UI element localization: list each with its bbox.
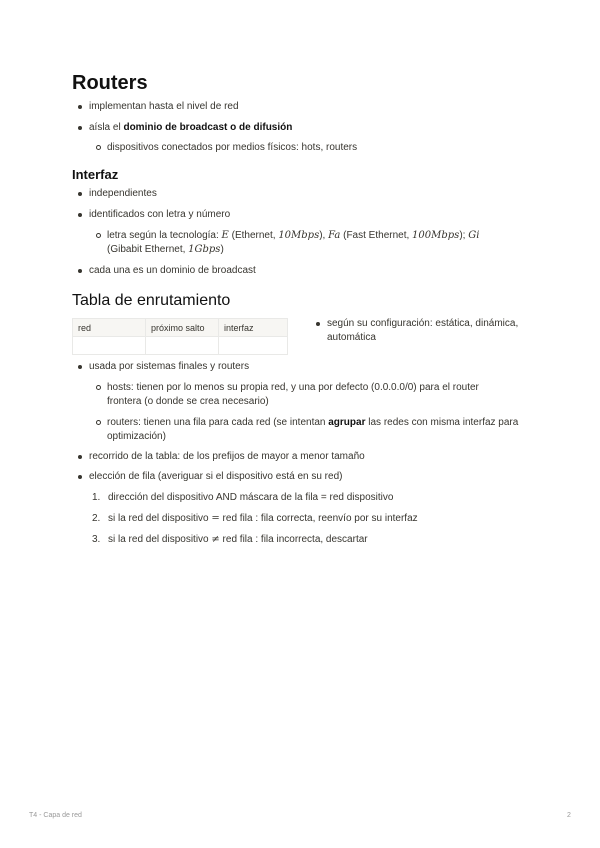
- footer-title: T4 - Capa de red: [29, 812, 82, 819]
- list-item: [89, 208, 230, 222]
- list-item-text: aísla el: [89, 122, 124, 133]
- text: si la red del dispositivo: [108, 534, 212, 545]
- item-number: 2.: [92, 513, 101, 524]
- list-item: [89, 450, 365, 464]
- text: (Gibabit Ethernet,: [107, 244, 189, 255]
- text: );: [459, 230, 469, 241]
- list-item-text: según su configuración: estática, dinámica, automática: [327, 318, 519, 343]
- table-cell: [219, 337, 288, 355]
- list-item: [89, 121, 292, 135]
- item-number: 1.: [92, 492, 101, 503]
- heading-routers: Routers: [72, 72, 148, 94]
- text: red fila : fila incorrecta, descartar: [219, 534, 368, 545]
- math-expression: Gi: [468, 230, 480, 241]
- list-item-text: independientes: [89, 188, 157, 199]
- list-item-text: hosts: tienen por lo menos su propia red, y una por defecto (0.0.0.0/0) para el router frontera (o donde se crea necesario): [107, 382, 479, 407]
- math-expression: E: [221, 230, 229, 241]
- list-item: [89, 360, 249, 374]
- table-cell: [73, 337, 146, 355]
- list-item: [89, 100, 239, 114]
- ordered-item: [92, 491, 394, 505]
- list-item-text: identificados con letra y número: [89, 209, 231, 220]
- math-expression: Fa: [328, 230, 341, 241]
- sub-list-item: [107, 229, 479, 243]
- not-equals-symbol: ≠: [211, 534, 220, 545]
- list-item-text: cada una es un dominio de broadcast: [89, 265, 256, 276]
- bold-text: dominio de broadcast o de difusión: [123, 122, 293, 133]
- column-header-red: red: [73, 319, 146, 337]
- text: las redes con misma interfaz para optimización): [107, 417, 519, 442]
- equals-symbol: =: [211, 513, 220, 524]
- table-cell: [146, 337, 219, 355]
- text: red fila : fila correcta, reenvío por su interfaz: [219, 513, 418, 524]
- heading-tabla-enrutamiento: Tabla de enrutamiento: [72, 292, 231, 309]
- list-item: [89, 187, 157, 201]
- math-expression: 10Mbps: [278, 230, 320, 241]
- list-item-text: dispositivos conectados por medios físicos: hots, routers: [107, 142, 358, 153]
- text: (Ethernet,: [228, 230, 279, 241]
- math-expression: 1Gbps: [188, 244, 221, 255]
- text: si la red del dispositivo: [108, 513, 212, 524]
- sub-list-item-continuation: [107, 243, 224, 257]
- page-number: 2: [567, 812, 571, 819]
- ordered-item: [92, 533, 368, 547]
- list-item-text: elección de fila (averiguar si el dispositivo está en su red): [89, 471, 343, 482]
- routing-table: [72, 318, 288, 355]
- text: ): [220, 244, 224, 255]
- list-item-text: dirección del dispositivo AND máscara de la fila = red dispositivo: [108, 492, 394, 503]
- sub-list-item: [107, 141, 357, 155]
- sub-list-item: [107, 416, 522, 444]
- table-row: [73, 337, 288, 355]
- list-item-text: implementan hasta el nivel de red: [89, 101, 239, 112]
- list-item: [89, 470, 342, 484]
- text: letra según la tecnología:: [107, 230, 222, 241]
- text: routers: tienen una fila para cada red (se intentan: [107, 417, 329, 428]
- text: (Fast Ethernet,: [340, 230, 413, 241]
- heading-interfaz: Interfaz: [72, 167, 119, 182]
- item-number: 3.: [92, 534, 101, 545]
- side-note: [327, 317, 537, 345]
- text: ),: [319, 230, 329, 241]
- list-item: [89, 264, 256, 278]
- column-header-interfaz: interfaz: [219, 319, 288, 337]
- math-expression: 100Mbps: [412, 230, 460, 241]
- ordered-item: [92, 512, 418, 526]
- table-header-row: [73, 319, 288, 337]
- list-item-text: recorrido de la tabla: de los prefijos de mayor a menor tamaño: [89, 451, 365, 462]
- list-item-text: usada por sistemas finales y routers: [89, 361, 250, 372]
- sub-list-item: [107, 381, 507, 409]
- bold-text: agrupar: [328, 417, 366, 428]
- column-header-proximo-salto: próximo salto: [146, 319, 219, 337]
